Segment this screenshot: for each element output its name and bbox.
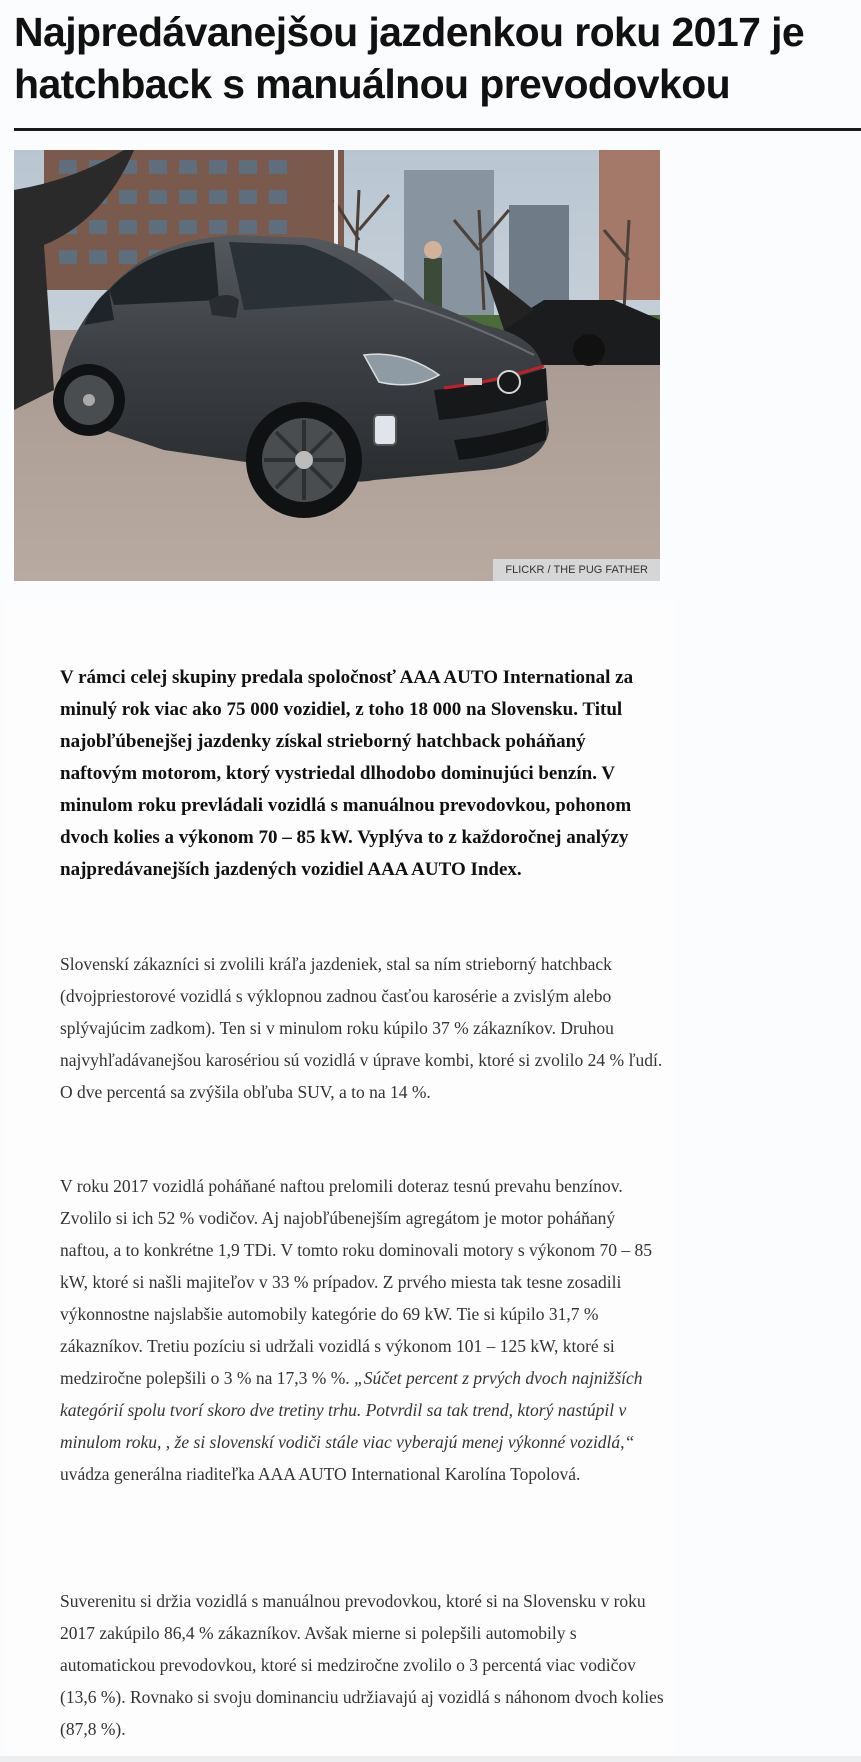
- page-bottom-edge: [0, 1756, 861, 1762]
- headline-divider: [14, 128, 861, 131]
- article-paragraph-2: [60, 1170, 665, 1490]
- director-quote: „Súčet percent z prvých dvoch najnižších kategórií spolu tvorí skoro dve tretiny trhu. Potvrdil sa tak trend, ktorý nastúpil v minulom roku, , že si slovenskí vodiči stále viac vyberajú menej výkonné vozidlá,“: [60, 1368, 643, 1452]
- article-paragraph-3: Suverenitu si držia vozidlá s manuálnou prevodovkou, ktoré si na Slovensku v roku 2017 zakúpilo 86,4 % zákazníkov. Avšak mierne si polepšili automobily s automatickou prevodovkou, ktoré si medziročne zvolilo o 3 percentá viac vodičov (13,6 %). Rovnako si svoju dominanciu udržiavajú aj vozidlá s náhonom dvoch kolies (87,8 %).: [60, 1591, 664, 1739]
- article-photo: [14, 150, 660, 581]
- paragraph-2-text: V roku 2017 vozidlá poháňané naftou prelomili doteraz tesnú prevahu benzínov. Zvolilo si ich 52 % vodičov. Aj najobľúbenejším agregátom je motor poháňaný naftou, a to konkrétne 1,9 TDi. V tomto roku dominovali motory s výkonom 70 – 85 kW, ktoré si našli majiteľov v 33 % prípadov. Z prvého miesta tak tesne zosadili výkonnostne najslabšie automobily kategórie do 69 kW. Tie si kúpilo 31,7 % zákazníkov. Tretiu pozíciu si udržali vozidlá s výkonom 101 – 125 kW, ktoré si medziročne polepšili o 3 % na 17,3 % %.: [60, 1176, 653, 1388]
- photo-credit: FLICKR / THE PUG FATHER: [493, 559, 660, 581]
- gti-badge: [464, 378, 482, 385]
- article-headline: Najpredávanejšou jazdenkou roku 2017 je hatchback s manuálnou prevodovkou: [14, 9, 805, 107]
- car-photo-illustration: [14, 150, 660, 581]
- article-lead: V rámci celej skupiny predala spoločnosť AAA AUTO International za minulý rok viac ako 75 000 vozidiel, z toho 18 000 na Slovensku. Titul najobľúbenejšej jazdenky získal strieborný hatchback poháňaný naftovým motorom, ktorý vystriedal dlhodobo dominujúci benzín. V minulom roku prevládali vozidlá s manuálnou prevodovkou, pohonom dvoch kolies a výkonom 70 – 85 kW. Vyplýva to z každoročnej analýzy najpredávanejších jazdených vozidiel AAA AUTO Index.: [60, 667, 634, 880]
- paragraph-2-attribution: uvádza generálna riaditeľka AAA AUTO International Karolína Topolová.: [60, 1464, 581, 1484]
- article-paragraph-1: Slovenskí zákazníci si zvolili kráľa jazdeniek, stal sa ním strieborný hatchback (dvojpriestorové vozidlá s výklopnou zadnou časťou karosérie a zvislým alebo splývajúcim zadkom). Ten si v minulom roku kúpilo 37 % zákazníkov. Druhou najvyhľadávanejšou karosériou sú vozidlá v úprave kombi, ktoré si zvolilo 24 % ľudí. O dve percentá sa zvýšila obľuba SUV, a to na 14 %.: [60, 954, 663, 1102]
